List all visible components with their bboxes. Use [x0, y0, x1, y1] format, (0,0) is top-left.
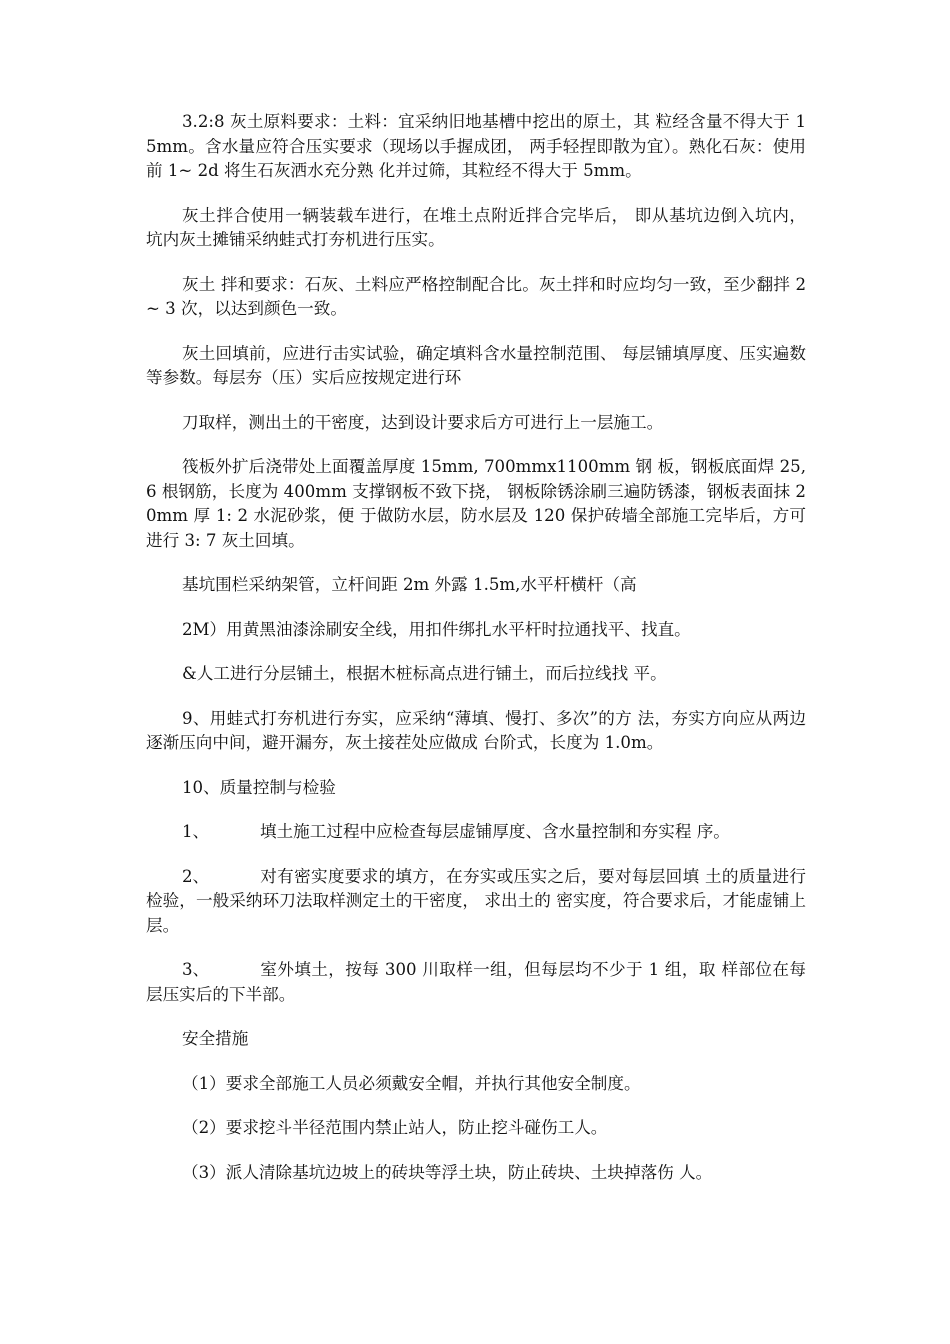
paragraph-lime-soil-material: 3.2:8 灰土原料要求：土料：宜采纳旧地基槽中挖出的原土，其 粒经含量不得大于 15mm。含水量应符合压实要求（现场以手握成团， 两手轻捏即散为宜）。熟化石灰：使用前 1~ 2d 将生石灰洒水充分熟 化并过筛，其粒经不得大于 5mm。 [146, 112, 806, 180]
paragraph-raft-steel-plate: 筏板外扩后浇带处上面覆盖厚度 15mm, 700mmx1100mm 钢 板，钢板底面焊 25, 6 根钢筋，长度为 400mm 支撑钢板不致下挠， 钢板除锈涂刷三遍防锈漆，钢板表面抹 20mm 厚 1: 2 水泥砂浆，便 于做防水层，防水层及 120 保护砖墙全部施工完毕后，方可进行 3: 7 灰土回填。 [146, 457, 806, 550]
safety-item-1: （1）要求全部施工人员必须戴安全帽，并执行其他安全制度。 [182, 1073, 641, 1093]
quality-item-3 [146, 958, 806, 1007]
quality-item-text: 对有密实度要求的填方，在夯实或压实之后，要对每层回填 土的质量进行检验，一般采纳环刀法取样测定土的干密度， 求出土的 密实度，符合要求后，才能虚铺上层。 [146, 866, 806, 935]
paragraph-mixing-requirements: 灰土 拌和要求：石灰、土料应严格控制配合比。灰土拌和时应均匀一致，至少翻拌 2 ~ 3 次，以达到颜色一致。 [146, 274, 806, 318]
quality-item-text: 填土施工过程中应检查每层虚铺厚度、含水量控制和夯实程 序。 [260, 822, 730, 841]
quality-item-number: 2、 [182, 866, 210, 886]
safety-item-3: （3）派人清除基坑边坡上的砖块等浮土块，防止砖块、土块掉落伤 人。 [182, 1162, 713, 1182]
paragraph-pit-fence: 基坑围栏采纳架管，立杆间距 2m 外露 1.5m,水平杆横杆（高 [182, 575, 637, 594]
paragraph-safety-line: 2M）用黄黑油漆涂刷安全线，用扣件绑扎水平杆时拉通找平、找直。 [182, 619, 691, 639]
document-body [146, 110, 806, 1205]
quality-item-number: 1、 [182, 822, 210, 841]
quality-item-text: 室外填土，按每 300 川取样一组，但每层均不少于 1 组，取 样部位在每层压实后的下半部。 [146, 960, 806, 1004]
paragraph-ring-knife-sampling: 刀取样，测出土的干密度，达到设计要求后方可进行上一层施工。 [182, 412, 664, 432]
quality-item-number: 3、 [182, 960, 210, 979]
paragraph-mixing-method: 灰土拌合使用一辆装载车进行，在堆土点附近拌合完毕后， 即从基坑边倒入坑内， 坑内灰土摊铺采纳蛙式打夯机进行压实。 [146, 205, 806, 249]
section-heading-quality-control: 10、质量控制与检验 [182, 777, 336, 797]
paragraph-layered-spreading: &人工进行分层铺土，根据木桩标高点进行铺土，而后拉线找 平。 [182, 664, 667, 683]
paragraph-tamping: 9、用蛙式打夯机进行夯实，应采纳“薄填、慢打、多次”的方 法，夯实方向应从两边逐渐压向中间，避开漏夯，灰土接茬处应做成 台阶式，长度为 1.0m。 [146, 708, 806, 752]
safety-item-2: （2）要求挖斗半径范围内禁止站人，防止挖斗碰伤工人。 [182, 1118, 608, 1137]
paragraph-backfill-test: 灰土回填前，应进行击实试验，确定填料含水量控制范围、 每层铺填厚度、压实遍数等参数。每层夯（压）实后应按规定进行环 [146, 343, 806, 387]
quality-item-1 [146, 820, 806, 845]
section-heading-safety: 安全措施 [182, 1029, 249, 1048]
quality-item-2 [146, 865, 806, 939]
